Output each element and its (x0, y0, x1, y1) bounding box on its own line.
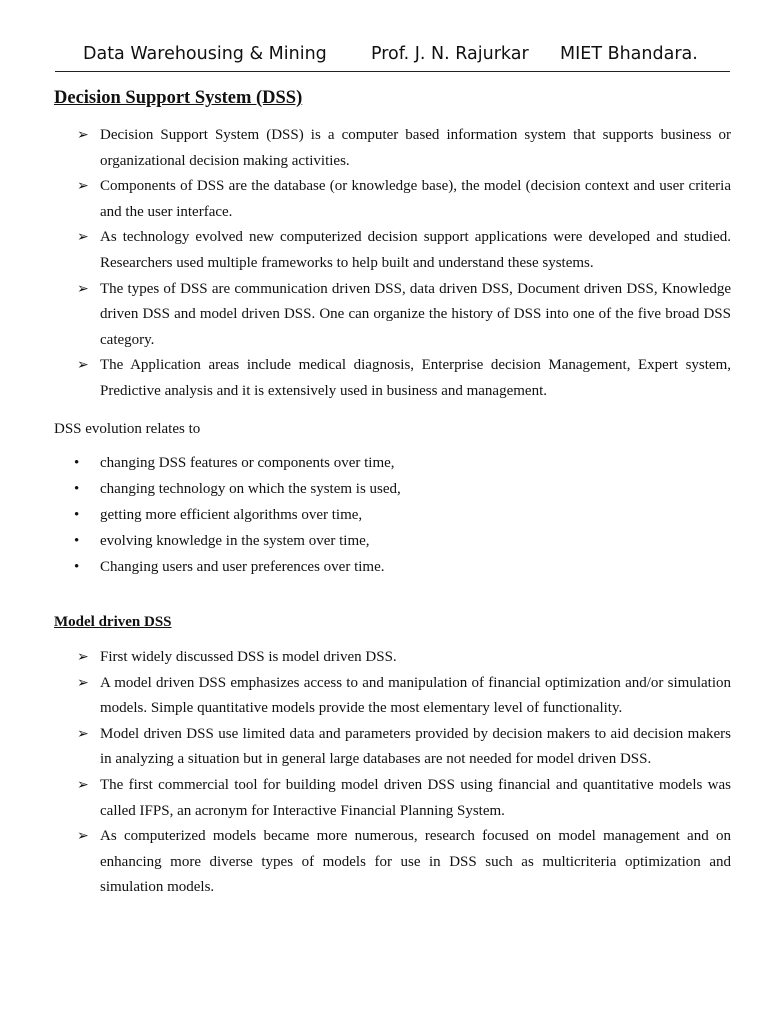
model-driven-list (0, 645, 731, 901)
list-item-text: The Application areas include medical diagnosis, Enterprise decision Management, Expert system, Predictive analysis and it is extensively used in business and management. (100, 357, 731, 399)
arrow-bullet-icon: ➢ (77, 675, 89, 691)
list-item-text: The types of DSS are communication driven DSS, data driven DSS, Document driven DSS, Knowledge driven DSS and model driven DSS. One can organize the history of DSS into one of the five broad DSS category. (100, 280, 731, 348)
list-item-text: Model driven DSS use limited data and parameters provided by decision makers to aid decision makers in analyzing a situation but in general large databases are not needed for model driven DSS. (100, 725, 731, 768)
list-item-text: The first commercial tool for building model driven DSS using financial and quantitative models was called IFPS, an acronym for Interactive Financial Planning System. (100, 776, 731, 819)
intro-list (0, 123, 731, 405)
evolution-list (0, 450, 731, 580)
arrow-bullet-icon: ➢ (77, 358, 89, 374)
dot-bullet-icon: • (74, 559, 80, 575)
arrow-bullet-icon: ➢ (77, 179, 89, 195)
list-item-text: Decision Support System (DSS) is a computer based information system that supports business or organizational decision making activities. (100, 127, 731, 169)
arrow-bullet-icon: ➢ (77, 281, 89, 297)
arrow-bullet-icon: ➢ (77, 829, 89, 845)
arrow-bullet-icon: ➢ (77, 650, 89, 665)
list-item (0, 450, 731, 476)
list-item-text: Components of DSS are the database (or knowledge base), the model (decision context and user criteria and the user interface. (100, 178, 731, 220)
list-item (0, 277, 731, 354)
list-item (0, 554, 731, 580)
evolution-lead: DSS evolution relates to (54, 421, 201, 437)
page-title: Decision Support System (DSS) (54, 88, 303, 108)
list-item-text: getting more efficient algorithms over time, (100, 507, 363, 523)
list-item-text: Changing users and user preferences over time. (100, 559, 385, 575)
list-item (0, 353, 731, 404)
list-item-text: evolving knowledge in the system over time, (100, 533, 370, 549)
list-item (0, 645, 731, 671)
dot-bullet-icon: • (74, 455, 80, 471)
list-item (0, 722, 731, 773)
arrow-bullet-icon: ➢ (77, 777, 89, 793)
list-item (0, 225, 731, 276)
header-professor: Prof. J. N. Rajurkar (371, 44, 529, 64)
list-item (0, 528, 731, 554)
header-course: Data Warehousing & Mining (83, 44, 327, 64)
list-item-text: changing technology on which the system is used, (100, 481, 401, 497)
dot-bullet-icon: • (74, 507, 80, 523)
list-item-text: As technology evolved new computerized decision support applications were developed and studied. Researchers used multiple frameworks to help built and understand these systems. (100, 229, 731, 271)
list-item-text: As computerized models became more numerous, research focused on model management and on enhancing more diverse types of models for use in DSS such as multicriteria optimization and simulation models. (100, 828, 731, 896)
arrow-bullet-icon: ➢ (77, 128, 89, 143)
list-item (0, 123, 731, 174)
section-title-model-driven: Model driven DSS (54, 614, 172, 630)
arrow-bullet-icon: ➢ (77, 726, 89, 742)
header-institute: MIET Bhandara. (560, 44, 698, 64)
list-item-text: changing DSS features or components over time, (100, 455, 395, 471)
list-item-text: First widely discussed DSS is model driven DSS. (100, 649, 397, 665)
list-item (0, 773, 731, 824)
list-item (0, 476, 731, 502)
list-item (0, 174, 731, 225)
list-item (0, 824, 731, 901)
list-item (0, 671, 731, 722)
list-item (0, 502, 731, 528)
dot-bullet-icon: • (74, 533, 80, 549)
list-item-text: A model driven DSS emphasizes access to and manipulation of financial optimization and/or simulation models. Simple quantitative models provide the most elementary level of functionality. (100, 674, 731, 717)
dot-bullet-icon: • (74, 481, 80, 497)
page-header (55, 40, 730, 72)
arrow-bullet-icon: ➢ (77, 230, 89, 246)
